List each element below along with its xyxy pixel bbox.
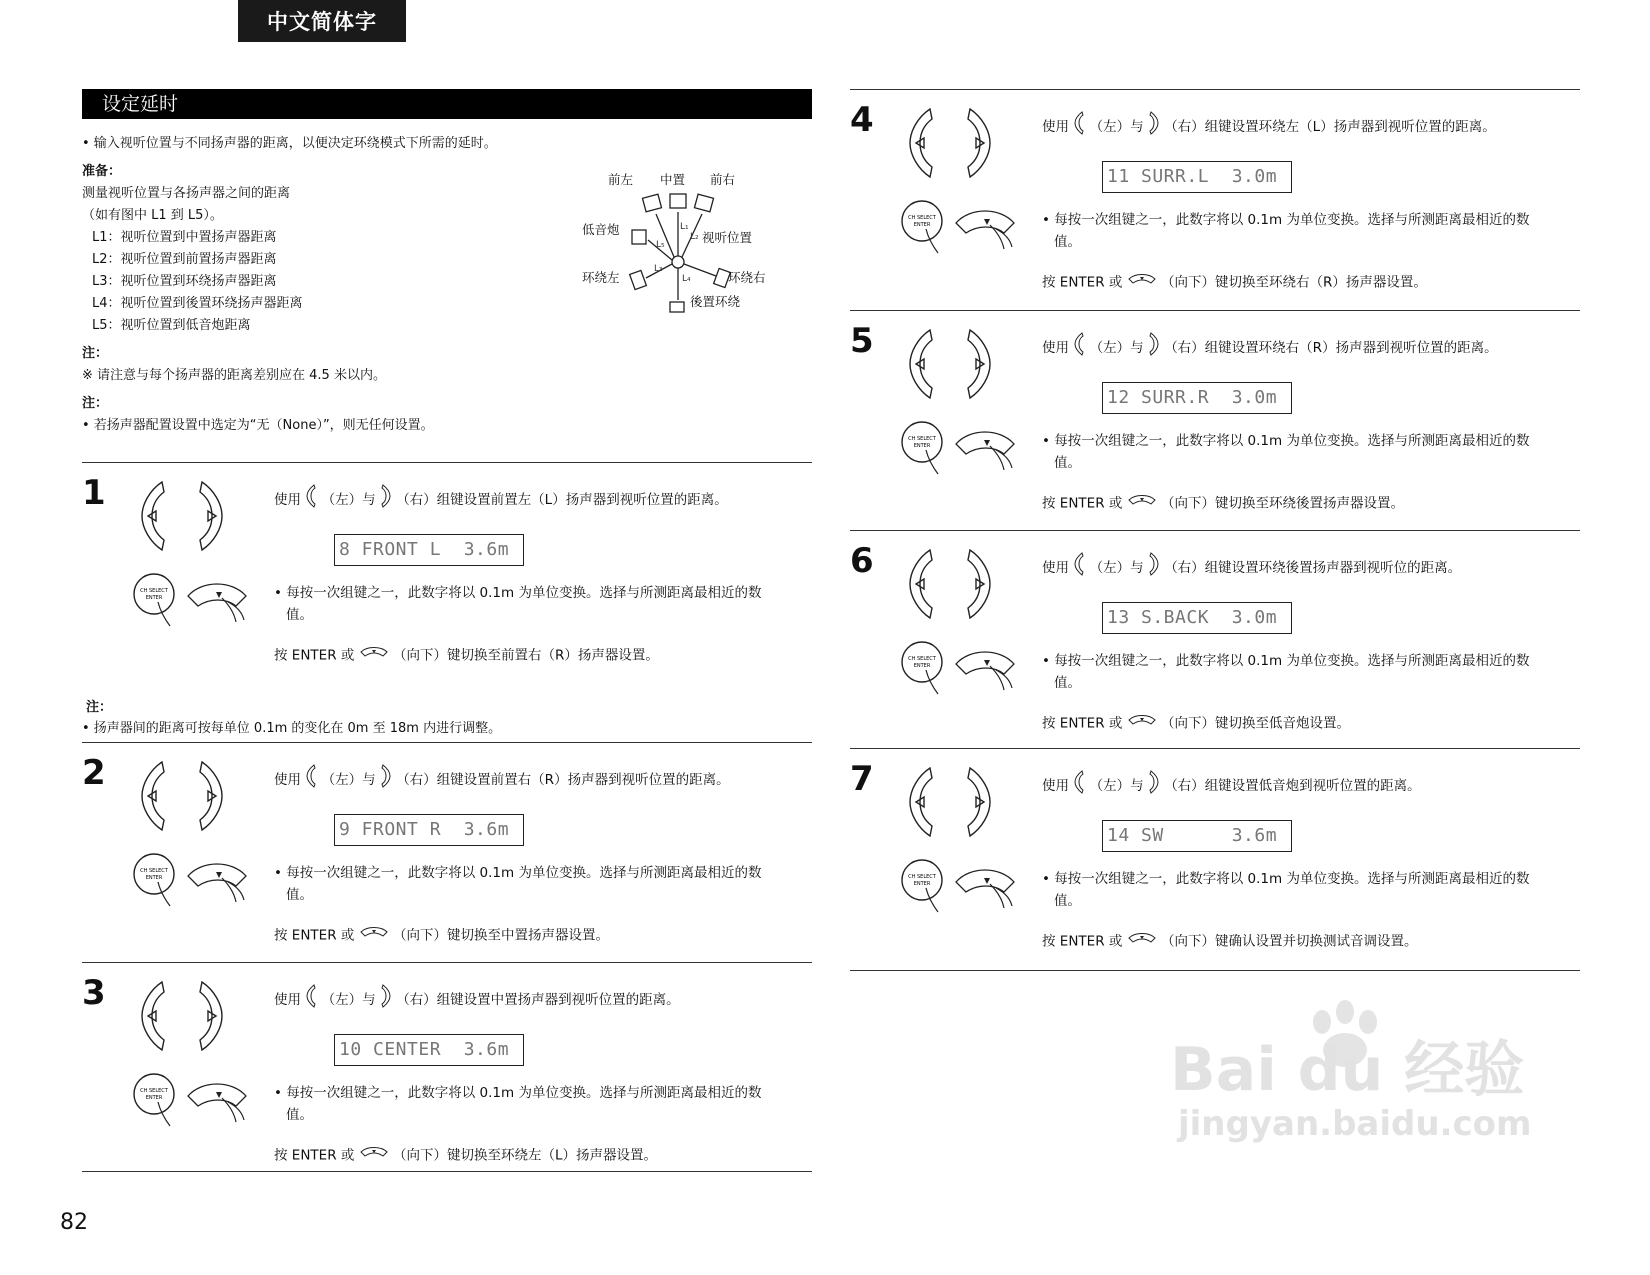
down-key-icon <box>950 203 1020 257</box>
right-arrow-icon <box>960 326 1000 410</box>
down-key-icon <box>1127 930 1157 953</box>
section-end-divider <box>82 1171 812 1172</box>
left-label: （左）与 <box>321 992 376 1008</box>
step-description: 组键设置中置扬声器到视听位置的距离。 <box>436 992 680 1008</box>
press-label: 按 ENTER 或 <box>1042 933 1123 950</box>
step-number: 1 <box>82 473 106 513</box>
svg-text:ENTER: ENTER <box>913 663 931 669</box>
left-arrow-icon <box>902 326 942 410</box>
step-bullet: • 每按一次组键之一，此数字将以 0.1m 为单位变换。选择与所测距离最相近的数 <box>1042 433 1530 449</box>
right-key-icon <box>1148 770 1160 802</box>
prep-line: 测量视听位置与各扬声器之间的距离 <box>82 186 291 201</box>
left-arrow-icon <box>134 978 174 1062</box>
right-label: （右） <box>1164 778 1205 794</box>
section-title: 设定延时 <box>82 89 812 119</box>
step-instruction <box>1042 552 1461 584</box>
down-key-icon <box>1127 492 1157 515</box>
step-bullet-cont: 值。 <box>1054 893 1081 909</box>
svg-text:CH SELECT: CH SELECT <box>908 656 936 662</box>
step-instruction <box>274 984 680 1016</box>
prep-line: L3：视听位置到环绕扬声器距离 <box>92 274 277 289</box>
left-key-icon <box>305 984 317 1016</box>
step-next <box>274 924 609 948</box>
step-bullet-cont: 值。 <box>1054 455 1081 471</box>
right-arrow-icon <box>192 978 232 1062</box>
watermark-url: jingyan.baidu.com <box>1178 1104 1532 1144</box>
diagram-label: 前左 <box>608 172 634 187</box>
svg-text:CH SELECT: CH SELECT <box>140 1088 168 1094</box>
left-label: （左）与 <box>1089 119 1144 135</box>
step-divider <box>82 462 812 463</box>
down-label: （向下） <box>1160 715 1215 732</box>
enter-button-icon <box>130 1070 180 1134</box>
left-label: （左）与 <box>1089 560 1144 576</box>
enter-button-icon <box>130 570 180 634</box>
step-bullet: • 每按一次组键之一，此数字将以 0.1m 为单位变换。选择与所测距离最相近的数 <box>274 1085 762 1101</box>
step-next <box>274 644 659 668</box>
lcd-display: 12 SURR.R 3.0m <box>1102 382 1292 414</box>
use-label: 使用 <box>274 992 301 1008</box>
right-label: （右） <box>1164 340 1205 356</box>
right-arrow-icon <box>960 105 1000 189</box>
step-next <box>1042 712 1350 736</box>
diagram-label: 前右 <box>710 172 736 187</box>
down-label: （向下） <box>1160 495 1215 512</box>
step-bullet: • 每按一次组键之一，此数字将以 0.1m 为单位变换。选择与所测距离最相近的数 <box>1042 871 1530 887</box>
diagram-label: L₂ <box>690 232 699 242</box>
left-key-icon <box>305 484 317 516</box>
enter-button-icon <box>898 856 948 920</box>
left-arrow-icon <box>902 764 942 848</box>
step-number: 2 <box>82 753 106 793</box>
right-key-icon <box>380 984 392 1016</box>
down-key-icon <box>182 856 252 910</box>
press-label: 按 ENTER 或 <box>274 1147 355 1164</box>
down-label: （向下） <box>1160 274 1215 291</box>
step-block <box>850 756 1580 956</box>
page-number: 82 <box>60 1210 88 1235</box>
svg-text:ENTER: ENTER <box>145 1095 163 1101</box>
press-label: 按 ENTER 或 <box>274 927 355 944</box>
use-label: 使用 <box>274 492 301 508</box>
diagram-label: 低音炮 <box>582 222 620 237</box>
left-arrow-icon <box>134 478 174 562</box>
next-description: 键切换至环绕右（R）扬声器设置。 <box>1214 274 1427 291</box>
watermark-brand: Bai du 经验 <box>1170 1035 1525 1105</box>
right-key-icon <box>380 764 392 796</box>
note-text: • 扬声器间的距离可按每单位 0.1m 的变化在 0m 至 18m 内进行调整。 <box>82 721 502 736</box>
step-number: 5 <box>850 321 874 361</box>
down-label: （向下） <box>392 927 447 944</box>
step-instruction <box>1042 332 1498 364</box>
use-label: 使用 <box>274 772 301 788</box>
prep-line: （如有图中 L1 到 L5）。 <box>82 208 223 223</box>
next-description: 键切换至低音炮设置。 <box>1214 715 1350 732</box>
press-label: 按 ENTER 或 <box>1042 715 1123 732</box>
left-key-icon <box>305 764 317 796</box>
right-key-icon <box>1148 111 1160 143</box>
step-next <box>1042 930 1417 954</box>
use-label: 使用 <box>1042 778 1069 794</box>
next-description: 键切换至前置右（R）扬声器设置。 <box>446 647 659 664</box>
step-description: 组键设置环绕右（R）扬声器到视听位置的距离。 <box>1204 340 1498 356</box>
diagram-label: L₁ <box>680 222 689 232</box>
right-label: （右） <box>396 492 437 508</box>
step-block <box>850 97 1580 297</box>
left-key-icon <box>1073 332 1085 364</box>
diagram-label: 环绕右 <box>728 270 766 285</box>
left-label: （左）与 <box>1089 340 1144 356</box>
step-divider <box>850 748 1580 749</box>
left-arrow-icon <box>902 105 942 189</box>
right-key-icon <box>380 484 392 516</box>
right-key-icon <box>1148 332 1160 364</box>
svg-text:CH SELECT: CH SELECT <box>908 874 936 880</box>
step-instruction <box>1042 111 1496 143</box>
lcd-display: 8 FRONT L 3.6m <box>334 534 524 566</box>
step-instruction <box>1042 770 1421 802</box>
note-title: 注： <box>86 700 113 715</box>
prep-line: L2：视听位置到前置扬声器距离 <box>92 252 277 267</box>
note-text: ※ 请注意与每个扬声器的距离差别应在 4.5 米以内。 <box>82 368 386 383</box>
left-label: （左）与 <box>321 772 376 788</box>
down-key-icon <box>1127 271 1157 294</box>
step-bullet-cont: 值。 <box>286 607 313 623</box>
use-label: 使用 <box>1042 119 1069 135</box>
step-divider <box>850 310 1580 311</box>
step-block <box>82 750 812 950</box>
diagram-label: L₄ <box>682 274 691 284</box>
enter-button-icon <box>898 197 948 261</box>
step-block <box>850 318 1580 518</box>
svg-text:CH SELECT: CH SELECT <box>140 588 168 594</box>
step-block <box>82 470 812 670</box>
lcd-display: 9 FRONT R 3.6m <box>334 814 524 846</box>
step-description: 组键设置环绕後置扬声器到视听位的距离。 <box>1204 560 1462 576</box>
down-key-icon <box>359 924 389 947</box>
step-number: 3 <box>82 973 106 1013</box>
note-title: 注： <box>82 346 109 361</box>
right-arrow-icon <box>192 758 232 842</box>
prep-line: L1：视听位置到中置扬声器距离 <box>92 230 277 245</box>
step-bullet: • 每按一次组键之一，此数字将以 0.1m 为单位变换。选择与所测距离最相近的数 <box>274 865 762 881</box>
step-divider <box>850 89 1580 90</box>
down-key-icon <box>1127 712 1157 735</box>
language-tab: 中文简体字 <box>238 0 406 42</box>
step-bullet: • 每按一次组键之一，此数字将以 0.1m 为单位变换。选择与所测距离最相近的数 <box>1042 212 1530 228</box>
next-description: 键确认设置并切换测试音调设置。 <box>1214 933 1418 950</box>
down-key-icon <box>950 644 1020 698</box>
right-arrow-icon <box>960 764 1000 848</box>
step-bullet: • 每按一次组键之一，此数字将以 0.1m 为单位变换。选择与所测距离最相近的数 <box>1042 653 1530 669</box>
diagram-label: 中置 <box>660 172 686 187</box>
step-block <box>850 538 1580 738</box>
svg-text:ENTER: ENTER <box>913 222 931 228</box>
svg-text:CH SELECT: CH SELECT <box>140 868 168 874</box>
down-label: （向下） <box>1160 933 1215 950</box>
right-label: （右） <box>1164 560 1205 576</box>
step-description: 组键设置前置右（R）扬声器到视听位置的距离。 <box>436 772 730 788</box>
use-label: 使用 <box>1042 560 1069 576</box>
next-description: 键切换至环绕後置扬声器设置。 <box>1214 495 1404 512</box>
step-number: 4 <box>850 100 874 140</box>
prep-title: 准备： <box>82 164 122 179</box>
svg-text:ENTER: ENTER <box>145 595 163 601</box>
svg-text:ENTER: ENTER <box>145 875 163 881</box>
lcd-display: 11 SURR.L 3.0m <box>1102 161 1292 193</box>
step-number: 7 <box>850 759 874 799</box>
lcd-display: 13 S.BACK 3.0m <box>1102 602 1292 634</box>
step-bullet-cont: 值。 <box>1054 234 1081 250</box>
down-key-icon <box>950 862 1020 916</box>
step-bullet-cont: 值。 <box>1054 675 1081 691</box>
down-key-icon <box>950 424 1020 478</box>
next-description: 键切换至中置扬声器设置。 <box>446 927 609 944</box>
step-description: 组键设置低音炮到视听位置的距离。 <box>1204 778 1421 794</box>
down-key-icon <box>182 576 252 630</box>
left-label: （左）与 <box>321 492 376 508</box>
step-bullet-cont: 值。 <box>286 1107 313 1123</box>
step-instruction <box>274 484 728 516</box>
right-label: （右） <box>396 992 437 1008</box>
right-arrow-icon <box>960 546 1000 630</box>
down-key-icon <box>359 644 389 667</box>
left-label: （左）与 <box>1089 778 1144 794</box>
step-divider <box>82 962 812 963</box>
right-label: （右） <box>1164 119 1205 135</box>
step-next <box>1042 271 1427 295</box>
step-description: 组键设置环绕左（L）扬声器到视听位置的距离。 <box>1204 119 1496 135</box>
enter-button-icon <box>898 638 948 702</box>
lcd-display: 14 SW 3.6m <box>1102 820 1292 852</box>
lcd-display: 10 CENTER 3.6m <box>334 1034 524 1066</box>
intro-bullet: • 输入视听位置与不同扬声器的距离，以便决定环绕模式下所需的延时。 <box>82 136 497 151</box>
step-block <box>82 970 812 1170</box>
diagram-label: 环绕左 <box>582 270 620 285</box>
speaker-diagram <box>570 170 810 330</box>
diagram-label: 後置环绕 <box>690 294 741 309</box>
left-arrow-icon <box>134 758 174 842</box>
step-divider <box>82 742 812 743</box>
down-label: （向下） <box>392 647 447 664</box>
step-next <box>1042 492 1404 516</box>
svg-text:ENTER: ENTER <box>913 881 931 887</box>
svg-text:ENTER: ENTER <box>913 443 931 449</box>
svg-text:CH SELECT: CH SELECT <box>908 215 936 221</box>
press-label: 按 ENTER 或 <box>1042 274 1123 291</box>
note-title: 注： <box>82 396 109 411</box>
step-number: 6 <box>850 541 874 581</box>
prep-line: L5：视听位置到低音炮距离 <box>92 318 251 333</box>
down-key-icon <box>182 1076 252 1130</box>
next-description: 键切换至环绕左（L）扬声器设置。 <box>446 1147 657 1164</box>
prep-line: L4：视听位置到後置环绕扬声器距离 <box>92 296 303 311</box>
right-arrow-icon <box>192 478 232 562</box>
step-instruction <box>274 764 730 796</box>
section-end-divider <box>850 970 1580 971</box>
right-label: （右） <box>396 772 437 788</box>
press-label: 按 ENTER 或 <box>274 647 355 664</box>
diagram-label: L₅ <box>656 240 665 250</box>
left-key-icon <box>1073 770 1085 802</box>
enter-button-icon <box>898 418 948 482</box>
svg-text:CH SELECT: CH SELECT <box>908 436 936 442</box>
right-key-icon <box>1148 552 1160 584</box>
left-key-icon <box>1073 111 1085 143</box>
left-arrow-icon <box>902 546 942 630</box>
step-bullet-cont: 值。 <box>286 887 313 903</box>
use-label: 使用 <box>1042 340 1069 356</box>
diagram-label: L₃ <box>654 264 663 274</box>
step-divider <box>850 530 1580 531</box>
down-label: （向下） <box>392 1147 447 1164</box>
left-key-icon <box>1073 552 1085 584</box>
press-label: 按 ENTER 或 <box>1042 495 1123 512</box>
step-bullet: • 每按一次组键之一，此数字将以 0.1m 为单位变换。选择与所测距离最相近的数 <box>274 585 762 601</box>
step-description: 组键设置前置左（L）扬声器到视听位置的距离。 <box>436 492 728 508</box>
down-key-icon <box>359 1144 389 1167</box>
step-next <box>274 1144 657 1168</box>
note-text: • 若扬声器配置设置中选定为“无（None）”，则无任何设置。 <box>82 418 434 433</box>
diagram-label: 视听位置 <box>702 230 753 245</box>
enter-button-icon <box>130 850 180 914</box>
